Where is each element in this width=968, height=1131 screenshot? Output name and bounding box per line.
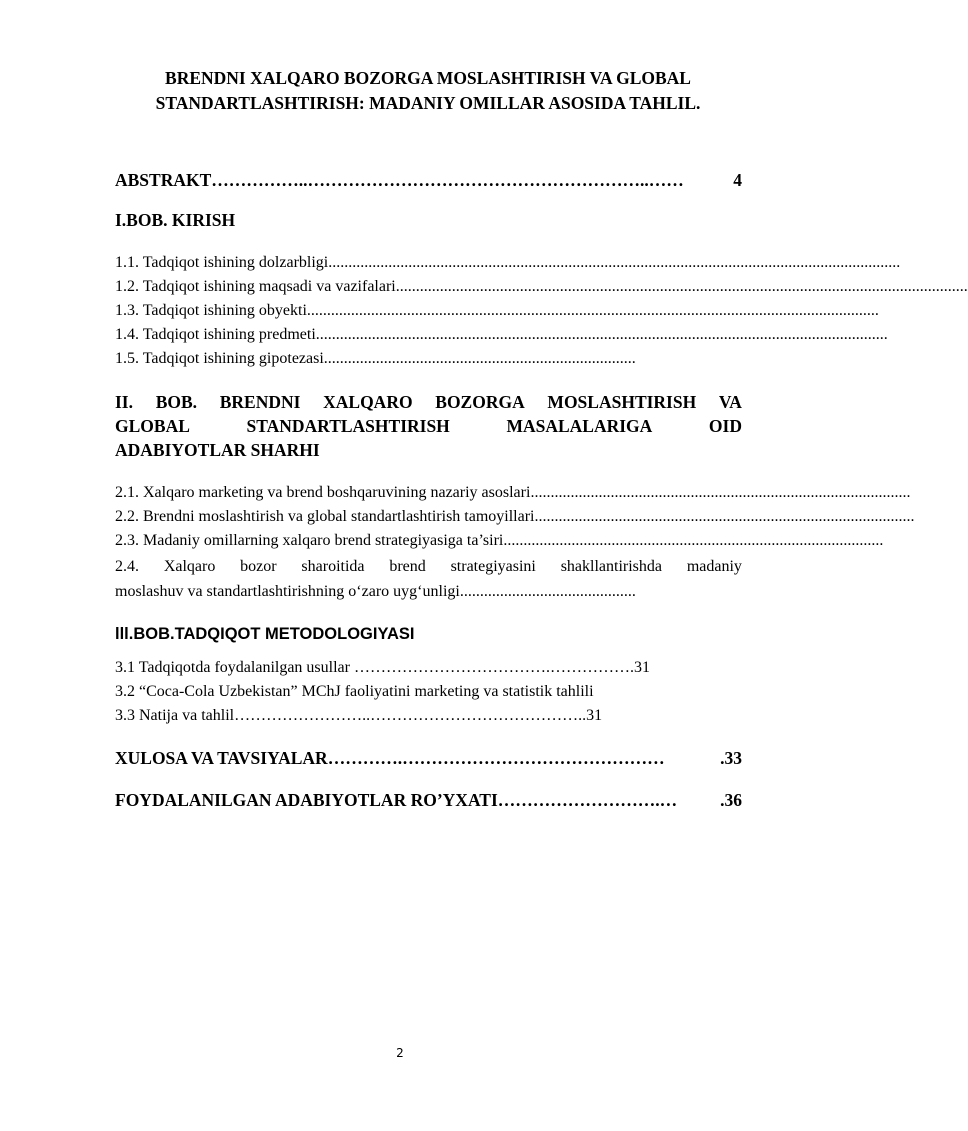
toc-leader: ............................................................................................................................................... bbox=[395, 278, 968, 295]
toc-item-3-3[interactable]: 3.3 Natija va tahlil……………………..…………………………………..31 bbox=[115, 707, 603, 724]
toc-item-2-3[interactable] bbox=[115, 529, 884, 553]
title-line-2: STANDARTLASHTIRISH: MADANIY OMILLAR ASOSIDA TAHLIL. bbox=[155, 93, 701, 113]
heading-word: STANDARTLASHTIRISH bbox=[246, 416, 450, 436]
item-word: madaniy bbox=[686, 558, 742, 575]
toc-item-3-2[interactable]: 3.2 “Coca-Cola Uzbekistan” MChJ faoliyatini marketing va statistik tahlili bbox=[115, 683, 594, 700]
toc-item-label: 2.1. Xalqaro marketing va brend boshqaruvining nazariy asoslari bbox=[115, 484, 531, 501]
toc-leader: ............................................................................................................................................... bbox=[306, 302, 879, 319]
heading-word: MOSLASHTIRISH bbox=[547, 392, 697, 412]
toc-leader: ............................................................................................................................................... bbox=[315, 326, 888, 343]
toc-item-label: 1.1. Tadqiqot ishining dolzarbligi bbox=[115, 254, 329, 271]
toc-leader: ……………..…………………………………………………..…… bbox=[211, 170, 684, 190]
toc-item-1-5[interactable] bbox=[115, 347, 742, 371]
toc-item-1-1[interactable] bbox=[115, 251, 901, 275]
toc-leader: ............................................................................................................................................... bbox=[328, 254, 901, 271]
heading-word: VA bbox=[718, 392, 742, 412]
toc-chapter-1-heading[interactable]: I.BOB. KIRISH bbox=[115, 210, 236, 230]
item-word: Xalqaro bbox=[163, 558, 216, 575]
heading-word: XALQARO bbox=[323, 392, 413, 412]
toc-page-number: .33 bbox=[720, 748, 742, 768]
toc-abstract-label: ABSTRAKT bbox=[115, 170, 212, 190]
toc-item-label: 2.2. Brendni moslashtirish va global standartlashtirish tamoyillari bbox=[115, 508, 535, 525]
toc-item-label: 1.5. Tadqiqot ishining gipotezasi bbox=[115, 350, 324, 367]
toc-leader: ............................................................................................... bbox=[503, 532, 884, 549]
toc-item-2-2[interactable] bbox=[115, 505, 915, 529]
page-number: 2 bbox=[396, 1046, 404, 1060]
toc-chapter-2-heading-line-3[interactable]: ADABIYOTLAR SHARHI bbox=[115, 440, 320, 460]
toc-item-1-4[interactable] bbox=[115, 323, 888, 347]
toc-abstract[interactable] bbox=[115, 168, 742, 192]
toc-chapter-2-heading-line-2[interactable] bbox=[115, 414, 742, 438]
toc-item-label: 1.2. Tadqiqot ishining maqsadi va vazifalari bbox=[115, 278, 396, 295]
heading-word: MASALALARIGA bbox=[506, 416, 653, 436]
toc-item-2-1[interactable] bbox=[115, 481, 911, 505]
heading-word: GLOBAL bbox=[115, 416, 190, 436]
toc-page-number: .36 bbox=[720, 790, 742, 810]
toc-leader: .............................................................................. bbox=[323, 350, 636, 367]
toc-item-1-2[interactable] bbox=[115, 275, 968, 299]
toc-item-3-1[interactable]: 3.1 Tadqiqotda foydalanilgan usullar ……………………………….…………….31 bbox=[115, 659, 650, 676]
heading-word: BRENDNI bbox=[219, 392, 301, 412]
item-word: sharoitida bbox=[301, 558, 365, 575]
item-word: strategiyasini bbox=[450, 558, 536, 575]
toc-conclusion-label: XULOSA VA TAVSIYALAR bbox=[115, 748, 328, 768]
toc-conclusion[interactable] bbox=[115, 746, 742, 770]
toc-leader: ……………………….… bbox=[497, 790, 678, 810]
toc-leader: ………….……………………………………… bbox=[327, 748, 665, 768]
heading-word: II. bbox=[115, 392, 133, 412]
toc-item-2-4-line-2[interactable]: moslashuv va standartlashtirishning o‘zaro uyg‘unligi............................................ bbox=[115, 583, 636, 600]
toc-item-label: 1.4. Tadqiqot ishining predmeti bbox=[115, 326, 316, 343]
toc-chapter-3-heading[interactable]: lll.BOB.TADQIQOT METODOLOGIYASI bbox=[115, 625, 415, 643]
title-line-1: BRENDNI XALQARO BOZORGA MOSLASHTIRISH VA GLOBAL bbox=[165, 68, 691, 88]
heading-word: BOB. bbox=[155, 392, 198, 412]
heading-word: OID bbox=[708, 416, 742, 436]
toc-leader: ............................................................................................... bbox=[534, 508, 915, 525]
item-word: bozor bbox=[240, 558, 277, 575]
toc-page-number: 4 bbox=[733, 170, 742, 190]
toc-item-2-4-line-1[interactable] bbox=[115, 555, 742, 579]
item-word: 2.4. bbox=[115, 558, 139, 575]
toc-references[interactable] bbox=[115, 788, 742, 812]
toc-chapter-2-heading-line-1[interactable] bbox=[115, 390, 742, 414]
item-word: brend bbox=[389, 558, 426, 575]
toc-item-label: 1.3. Tadqiqot ishining obyekti bbox=[115, 302, 307, 319]
toc-item-1-3[interactable] bbox=[115, 299, 879, 323]
toc-leader: ............................................................................................... bbox=[530, 484, 911, 501]
heading-word: BOZORGA bbox=[435, 392, 525, 412]
toc-item-label: 2.3. Madaniy omillarning xalqaro brend strategiyasiga ta’siri bbox=[115, 532, 504, 549]
item-word: shakllantirishda bbox=[560, 558, 662, 575]
document-title bbox=[100, 66, 756, 116]
toc-references-label: FOYDALANILGAN ADABIYOTLAR RO’YXATI bbox=[115, 790, 498, 810]
